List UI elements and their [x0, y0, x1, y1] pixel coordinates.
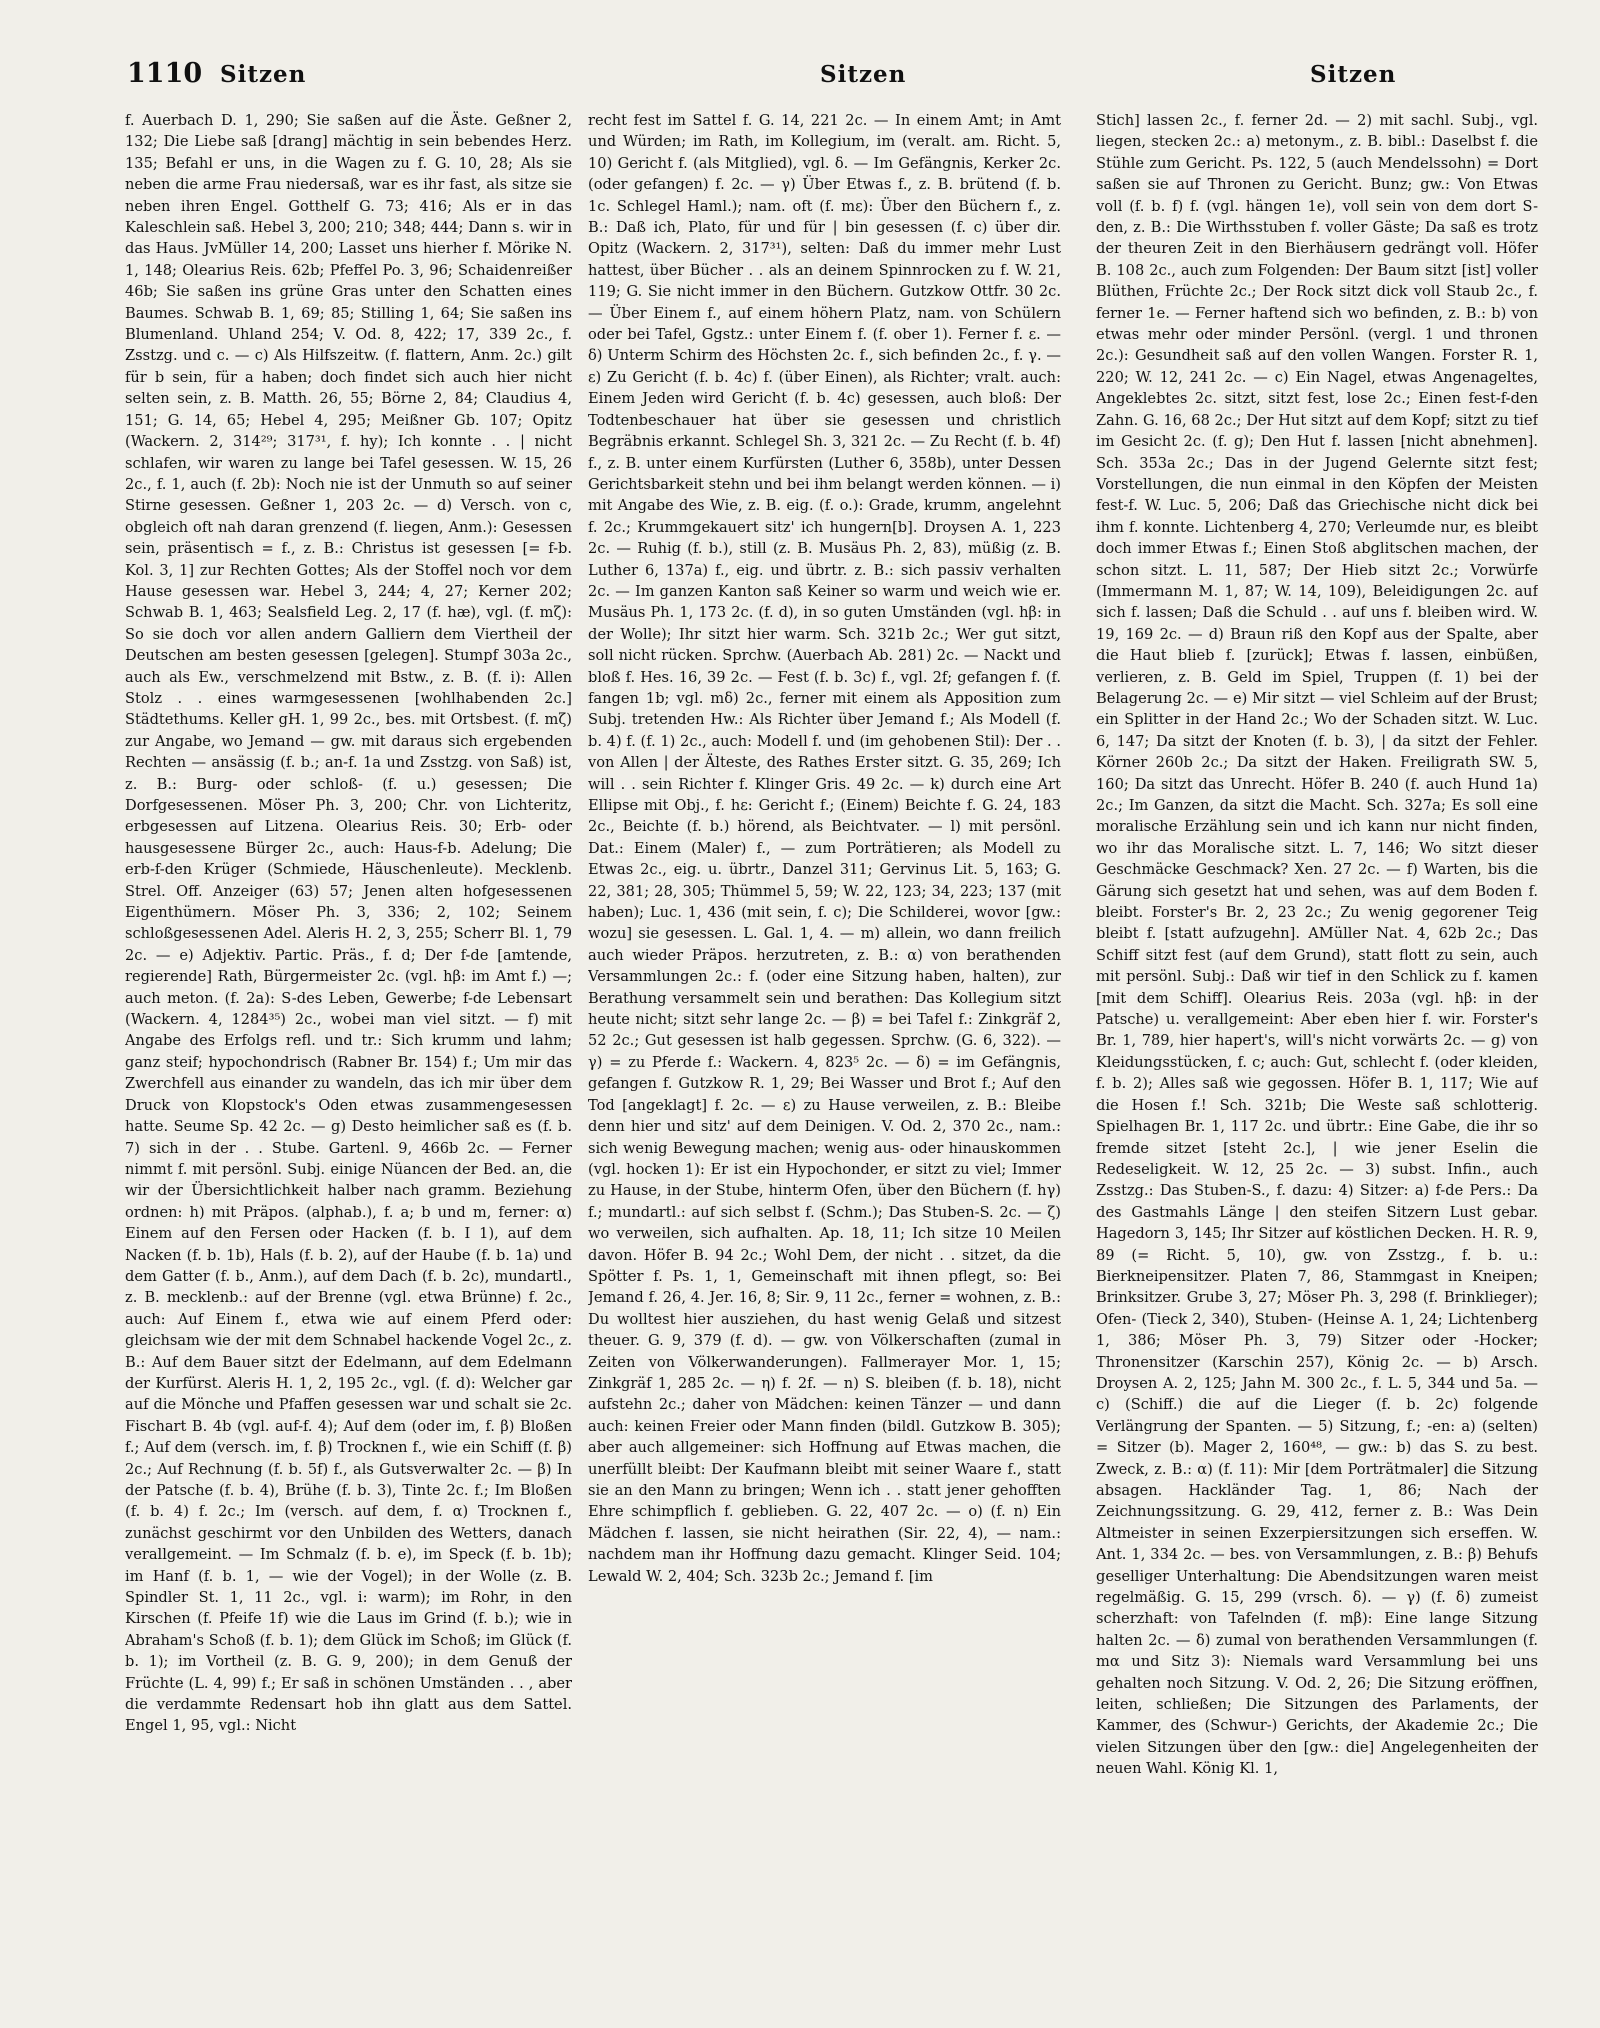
page-header — [0, 58, 1600, 98]
column-text: Stich] lassen 2c., f. ferner 2d. — 2) mit sachl. Subj., vgl. liegen, stecken 2c.: a) metonym., z. B. bibl.: Daselbst f. die Stühle zum Gericht. Ps. 122, 5 (auch Mendelssohn) = Dort saßen sie auf Thronen zu Gericht. Bunz; gw.: Von Etwas voll (f. b. f) f. (vgl. hängen 1e), voll sein von dem dort S-den, z. B.: Die Wirthsstuben f. voller Gäste; Da saß es trotz der theuren Zeit in den Bierhäusern gedrängt voll. Höfer B. 108 2c., auch zum Folgenden: Der Baum sitzt [ist] voller Blüthen, Früchte 2c.; Der Rock sitzt dick voll Staub 2c., f. ferner 1e. — Ferner haftend sich wo befinden, z. B.: b) von etwas mehr oder minder Persönl. (vergl. 1 und thronen 2c.): Gesundheit saß auf den vollen Wangen. Forster R. 1, 220; W. 12, 241 2c. — c) Ein Nagel, etwas Angenageltes, Angeklebtes 2c. sitzt, sitzt fest, lose 2c.; Einen fest-f-den Zahn. G. 16, 68 2c.; Der Hut sitzt auf dem Kopf; sitzt zu tief im Gesicht 2c. (f. g); Den Hut f. lassen [nicht abnehmen]. Sch. 353a 2c.; Das in der Jugend Gelernte sitzt fest; Vorstellungen, die nun einmal in den Köpfen der Meisten fest-f. W. Luc. 5, 206; Daß das Griechische nicht dick bei ihm f. konnte. Lichtenberg 4, 270; Verleumde nur, es bleibt doch immer Etwas f.; Einen Stoß abglitschen machen, der schon sitzt. L. 11, 587; Der Hieb sitzt 2c.; Vorwürfe (Immermann M. 1, 87; W. 14, 109), Beleidigungen 2c. auf sich f. lassen; Daß die Schuld . . auf uns f. bleiben wird. W. 19, 169 2c. — d) Braun riß den Kopf aus der Spalte, aber die Haut blieb f. [zurück]; Etwas f. lassen, einbüßen, verlieren, z. B. Geld im Spiel, Truppen (f. 1) bei der Belagerung 2c. — e) Mir sitzt — viel Schleim auf der Brust; ein Splitter in der Hand 2c.; Wo der Schaden sitzt. W. Luc. 6, 147; Da sitzt der Knoten (f. b. 3), | da sitzt der Fehler. Körner 260b 2c.; Da sitzt der Haken. Freiligrath SW. 5, 160; Da sitzt das Unrecht. Höfer B. 240 (f. auch Hund 1a) 2c.; Im Ganzen, da sitzt die Macht. Sch. 327a; Es soll eine moralische Erzählung sein und ich kann nur nicht finden, wo ihr das Moralische sitzt. L. 7, 146; Wo sitzt dieser Geschmäcke Geschmack? Xen. 27 2c. — f) Warten, bis die Gärung sich gesetzt hat und sehen, was auf dem Boden f. bleibt. Forster's Br. 2, 23 2c.; Zu wenig gegorener Teig bleibt f. [statt aufzugehn]. AMüller Nat. 4, 62b 2c.; Das Schiff sitzt fest (auf dem Grund), statt flott zu sein, auch mit persönl. Subj.: Daß wir tief in den Schlick zu f. kamen [mit dem Schiff]. Olearius Reis. 203a (vgl. hβ: in der Patsche) u. verallgemeint: Aber eben hier f. wir. Forster's Br. 1, 789, hier hapert's, will's nicht vorwärts 2c. — g) von Kleidungsstücken, f. c; auch: Gut, schlecht f. (oder kleiden, f. b. 2); Alles saß wie gegossen. Höfer B. 1, 117; Wie auf die Hosen f.! Sch. 321b; Die Weste saß schlotterig. Spielhagen Br. 1, 117 2c. und übrtr.: Eine Gabe, die ihr so fremde sitzet [steht 2c.], | wie jener Eselin die Redeseligkeit. W. 12, 25 2c. — 3) subst. Infin., auch Zsstzg.: Das Stuben-S., f. dazu: 4) Sitzer: a) f-de Pers.: Da des Gastmahls Länge | den steifen Sitzern Lust gebar. Hagedorn 3, 145; Ihr Sitzer auf köstlichen Decken. H. R. 9, 89 (= Richt. 5, 10), gw. von Zsstzg., f. b. u.: Bierkneipensitzer. Platen 7, 86, Stammgast in Kneipen; Brinksitzer. Grube 3, 27; Möser Ph. 3, 298 (f. Brinklieger); Ofen- (Tieck 2, 340), Stuben- (Heinse A. 1, 24; Lichtenberg 1, 386; Möser Ph. 3, 79) Sitzer oder -Hocker; Thronensitzer (Karschin 257), König 2c. — b) Arsch. Droysen A. 2, 125; Jahn M. 300 2c., f. L. 5, 344 und 5a. — c) (Schiff.) die auf die Lieger (f. b. 2c) folgende Verlängrung der Spanten. — 5) Sitzung, f.; -en: a) (selten) = Sitzer (b). Mager 2, 160⁴⁸, — gw.: b) das S. zu best. Zweck, z. B.: α) (f. 11): Mir [dem Porträtmaler] die Sitzung absagen. Hackländer Tag. 1, 86; Nach der Zeichnungssitzung. G. 29, 412, ferner z. B.: Was Dein Altmeister in seinen Exzerpiersitzungen sich erseffen. W. Ant. 1, 334 2c. — bes. von Versammlungen, z. B.: β) Behufs geselliger Unterhaltung: Die Abendsitzungen waren meist regelmäßig. G. 15, 299 (vrsch. δ). — γ) (f. δ) zumeist scherzhaft: von Tafelnden (f. mβ): Eine lange Sitzung halten 2c. — δ) zumal von berathenden Versammlungen (f. mα und Sitz 3): Niemals ward Versammlung bei uns gehalten noch Sitzung. V. Od. 2, 26; Die Sitzung eröffnen, leiten, schließen; Die Sitzungen des Parlaments, der Kammer, des (Schwur-) Gerichts, der Akademie 2c.; Die vielen Sitzungen über den [gw.: die] Angelegenheiten der neuen Wahl. König Kl. 1, — [1096, 112, 1538, 1778]
running-headword-center: Sitzen — [820, 61, 907, 88]
running-headword-right: Sitzen — [1310, 61, 1397, 88]
column-text: recht fest im Sattel f. G. 14, 221 2c. — In einem Amt; in Amt und Würden; im Rath, im Kollegium, im (veralt. am. Richt. 5, 10) Gericht f. (als Mitglied), vgl. δ. — Im Gefängnis, Kerker 2c. (oder gefangen) f. 2c. — γ) Über Etwas f., z. B. brütend (f. b. 1c. Schlegel Haml.); nam. oft (f. mε): Über den Büchern f., z. B.: Daß ich, Plato, für und für | bin gesessen (f. c) über dir. Opitz (Wackern. 2, 317³¹), selten: Daß du immer mehr Lust hattest, über Bücher . . als an deinem Spinnrocken zu f. W. 21, 119; G. Sie nicht immer in den Büchern. Gutzkow Ottfr. 30 2c. — Über Einem f., auf einem höhern Platz, nam. von Schülern oder bei Tafel, Ggstz.: unter Einem f. (f. ober 1). Ferner f. ε. — δ) Unterm Schirm des Höchsten 2c. f., sich befinden 2c., f. γ. — ε) Zu Gericht (f. b. 4c) f. (über Einen), als Richter; vralt. auch: Einem Jeden wird Gericht (f. b. 4c) gesessen, auch bloß: Der Todtenbeschauer hat über sie gesessen und christlich Begräbnis erkannt. Schlegel Sh. 3, 321 2c. — Zu Recht (f. b. 4f) f., z. B. unter einem Kurfürsten (Luther 6, 358b), unter Dessen Gerichtsbarkeit stehn und bei ihm belangt werden können. — i) mit Angabe des Wie, z. B. eig. (f. o.): Grade, krumm, angelehnt f. 2c.; Krummgekauert sitz' ich hungern[b]. Droysen A. 1, 223 2c. — Ruhig (f. b.), still (z. B. Musäus Ph. 2, 83), müßig (z. B. Luther 6, 137a) f., eig. und übrtr. z. B.: sich passiv verhalten 2c. — Im ganzen Kanton saß Keiner so warm und weich wie er. Musäus Ph. 1, 173 2c. (f. d), in so guten Umständen (vgl. hβ: in der Wolle); Ihr sitzt hier warm. Sch. 321b 2c.; Wer gut sitzt, soll nicht rücken. Sprchw. (Auerbach Ab. 281) 2c. — Nackt und bloß f. Hes. 16, 39 2c. — Fest (f. b. 3c) f., vgl. 2f; gefangen f. (f. fangen 1b; vgl. mδ) 2c., ferner mit einem als Apposition zum Subj. tretenden Hw.: Als Richter über Jemand f.; Als Modell (f. b. 4) f. (f. 1) 2c., auch: Modell f. und (im gehobenen Stil): Der . . von Allen | der Älteste, des Rathes Erster sitzt. G. 35, 269; Ich will . . sein Richter f. Klinger Gris. 49 2c. — k) durch eine Art Ellipse mit Obj., f. hε: Gericht f.; (Einem) Beichte f. G. 24, 183 2c., Beichte (f. b.) hörend, als Beichtvater. — l) mit persönl. Dat.: Einem (Maler) f., — zum Porträtieren; als Modell zu Etwas 2c., eig. u. übrtr., Danzel 311; Gervinus Lit. 5, 163; G. 22, 381; 28, 305; Thümmel 5, 59; W. 22, 123; 34, 223; 137 (mit haben); Luc. 1, 436 (mit sein, f. c); Die Schilderei, wovor [gw.: wozu] sie gesessen. L. Gal. 1, 4. — m) allein, wo dann freilich auch wieder Präpos. herzutreten, z. B.: α) von berathenden Versammlungen 2c.: f. (oder eine Sitzung haben, halten), zur Berathung versammelt sein und berathen: Das Kollegium sitzt heute nicht; sitzt sehr lange 2c. — β) = bei Tafel f.: Zinkgräf 2, 52 2c.; Gut gesessen ist halb gegessen. Sprchw. (G. 6, 322). — γ) = zu Pferde f.: Wackern. 4, 823⁵ 2c. — δ) = im Gefängnis, gefangen f. Gutzkow R. 1, 29; Bei Wasser und Brot f.; Auf den Tod [angeklagt] f. 2c. — ε) zu Hause verweilen, z. B.: Bleibe denn hier und sitz' auf dem Deinigen. V. Od. 2, 370 2c., nam.: sich wenig Bewegung machen; wenig aus- oder hinauskommen (vgl. hocken 1): Er ist ein Hypochonder, er sitzt zu viel; Immer zu Hause, in der Stube, hinterm Ofen, über den Büchern (f. hγ) f.; mundartl.: auf sich selbst f. (Schm.); Das Stuben-S. 2c. — ζ) wo verweilen, sich aufhalten. Ap. 18, 11; Ich sitze 10 Meilen davon. Höfer B. 94 2c.; Wohl Dem, der nicht . . sitzet, da die Spötter f. Ps. 1, 1, Gemeinschaft mit ihnen pflegt, so: Bei Jemand f. 26, 4. Jer. 16, 8; Sir. 9, 11 2c., ferner = wohnen, z. B.: Du wolltest hier ausziehen, du hast wenig Gelaß und sitzest theuer. G. 9, 379 (f. d). — gw. von Völkerschaften (zumal in Zeiten von Völkerwanderungen). Fallmerayer Mor. 1, 15; Zinkgräf 1, 285 2c. — η) f. 2f. — n) S. bleiben (f. b. 18), nicht aufstehn 2c.; daher von Mädchen: keinen Tänzer — und dann auch: keinen Freier oder Mann finden (bildl. Gutzkow B. 305); aber auch allgemeiner: sich Hoffnung auf Etwas machen, die unerfüllt bleibt: Der Kaufmann bleibt mit seiner Waare f., statt sie an den Mann zu bringen; Wenn ich . . statt jener gehofften Ehre schimpflich f. geblieben. G. 22, 407 2c. — o) (f. n) Ein Mädchen f. lassen, sie nicht heirathen (Sir. 22, 4), — nam.: nachdem man ihr Hoffnung dazu gemacht. Klinger Seid. 104; Lewald W. 2, 404; Sch. 323b 2c.; Jemand f. [im — [588, 112, 1061, 1585]
page-number: 1110 — [127, 58, 203, 89]
running-headword-left: Sitzen — [220, 61, 307, 88]
text-column-right — [1096, 110, 1538, 2010]
column-text: f. Auerbach D. 1, 290; Sie saßen auf die Äste. Geßner 2, 132; Die Liebe saß [drang] mächtig in sein bebendes Herz. 135; Befahl er uns, in die Wagen zu f. G. 10, 28; Als sie neben die arme Frau niedersaß, war es ihr fast, als sitze sie neben ihren Engel. Gotthelf G. 73; 416; Als er in das Kaleschlein saß. Hebel 3, 200; 210; 348; 444; Dann s. wir in das Haus. JvMüller 14, 200; Lasset uns hierher f. Mörike N. 1, 148; Olearius Reis. 62b; Pfeffel Po. 3, 96; Schaidenreißer 46b; Sie saßen ins grüne Gras unter den Schatten eines Baumes. Schwab B. 1, 69; 85; Stilling 1, 64; Sie saßen ins Blumenland. Uhland 254; V. Od. 8, 422; 17, 339 2c., f. Zsstzg. und c. — c) Als Hilfszeitw. (f. flattern, Anm. 2c.) gilt für b sein, für a haben; doch findet sich auch hier nicht selten sein, z. B. Matth. 26, 55; Börne 2, 84; Claudius 4, 151; G. 14, 65; Hebel 4, 295; Meißner Gb. 107; Opitz (Wackern. 2, 314²⁹; 317³¹, f. hy); Ich konnte . . | nicht schlafen, wir waren zu lange bei Tafel gesessen. W. 15, 26 2c., f. 1, auch (f. 2b): Noch nie ist der Unmuth so auf seiner Stirne gesessen. Geßner 1, 203 2c. — d) Versch. von c, obgleich oft nah daran grenzend (f. liegen, Anm.): Gesessen sein, präsentisch = f., z. B.: Christus ist gesessen [= f-b. Kol. 3, 1] zur Rechten Gottes; Als der Stoffel noch vor dem Hause gesessen war. Hebel 3, 244; 4, 27; Kerner 202; Schwab B. 1, 463; Sealsfield Leg. 2, 17 (f. hæ), vgl. (f. mζ): So sie doch vor allen andern Galliern dem Viertheil der Deutschen am besten gesessen [gelegen]. Stumpf 303a 2c., auch als Ew., verschmelzend mit Bstw., z. B. (f. i): Allen Stolz . . eines warmgesessenen [wohlhabenden 2c.] Städtethums. Keller gH. 1, 99 2c., bes. mit Ortsbest. (f. mζ) zur Angabe, wo Jemand — gw. mit daraus sich ergebenden Rechten — ansässig (f. b.; an-f. 1a und Zsstzg. von Saß) ist, z. B.: Burg- oder schloß- (f. u.) gesessen; Die Dorfgesessenen. Möser Ph. 3, 200; Chr. von Lichteritz, erbgesessen auf Litzena. Olearius Reis. 30; Erb- oder hausgesessene Bürger 2c., auch: Haus-f-b. Adelung; Die erb-f-den Krüger (Schmiede, Häuschenleute). Mecklenb. Strel. Off. Anzeiger (63) 57; Jenen alten hofgesessenen Eigenthümern. Möser Ph. 3, 336; 2, 102; Seinem schloßgesessenen Adel. Aleris H. 2, 3, 255; Scherr Bl. 1, 79 2c. — e) Adjektiv. Partic. Präs., f. d; Der f-de [amtende, regierende] Rath, Bürgermeister 2c. (vgl. hβ: im Amt f.) —; auch meton. (f. 2a): S-des Leben, Gewerbe; f-de Lebensart (Wackern. 4, 1284³⁵) 2c., wobei man viel sitzt. — f) mit Angabe des Erfolgs refl. und tr.: Sich krumm und lahm; ganz steif; hypochondrisch (Rabner Br. 154) f.; Um mir das Zwerchfell aus einander zu wandeln, das ich mir über dem Druck von Klopstock's Oden etwas zusammengesessen hatte. Seume Sp. 42 2c. — g) Desto heimlicher saß es (f. b. 7) sich in der . . Stube. Gartenl. 9, 466b 2c. — Ferner nimmt f. mit persönl. Subj. einige Nüancen der Bed. an, die wir der Übersichtlichkeit halber nach gramm. Beziehung ordnen: h) mit Präpos. (alphab.), f. a; b und m, ferner: α) Einem auf den Fersen oder Hacken (f. b. I 1), auf dem Nacken (f. b. 1b), Hals (f. b. 2), auf der Haube (f. b. 1a) und dem Gatter (f. b., Anm.), auf dem Dach (f. b. 2c), mundartl., z. B. mecklenb.: auf der Brenne (vgl. etwa Brünne) f. 2c., auch: Auf Einem f., etwa wie auf einem Pferd oder: gleichsam wie der mit dem Schnabel hackende Vogel 2c., z. B.: Auf dem Bauer sitzt der Edelmann, auf dem Edelmann der Kurfürst. Aleris H. 1, 2, 195 2c., vgl. (f. d): Welcher gar auf die Mönche und Pfaffen gesessen war und schalt sie 2c. Fischart B. 4b (vgl. auf-f. 4); Auf dem (oder im, f. β) Bloßen f.; Auf dem (versch. im, f. β) Trocknen f., wie ein Schiff (f. β) 2c.; Auf Rechnung (f. b. 5f) f., als Gutsverwalter 2c. — β) In der Patsche (f. b. 4), Brühe (f. b. 3), Tinte 2c. f.; Im Bloßen (f. b. 4) f. 2c.; Im (versch. auf dem, f. α) Trocknen f., zunächst geschirmt vor den Unbilden des Wetters, danach verallgemeint. — Im Schmalz (f. b. e), im Speck (f. b. 1b); im Hanf (f. b. 1, — wie der Vogel); in der Wolle (z. B. Spindler St. 1, 11 2c., vgl. i: warm); im Rohr, in den Kirschen (f. Pfeife 1f) wie die Laus im Grind (f. b.); wie in Abraham's Schoß (f. b. 1); dem Glück im Schoß; im Glück (f. b. 1); im Vortheil (z. B. G. 9, 200); in dem Genuß der Früchte (L. 4, 99) f.; Er saß in schönen Umständen . . , aber die verdammte Redensart hob ihn glatt aus dem Sattel. Engel 1, 95, vgl.: Nicht — [125, 112, 572, 1735]
text-column-middle — [588, 110, 1061, 2010]
text-column-left — [125, 110, 572, 2010]
